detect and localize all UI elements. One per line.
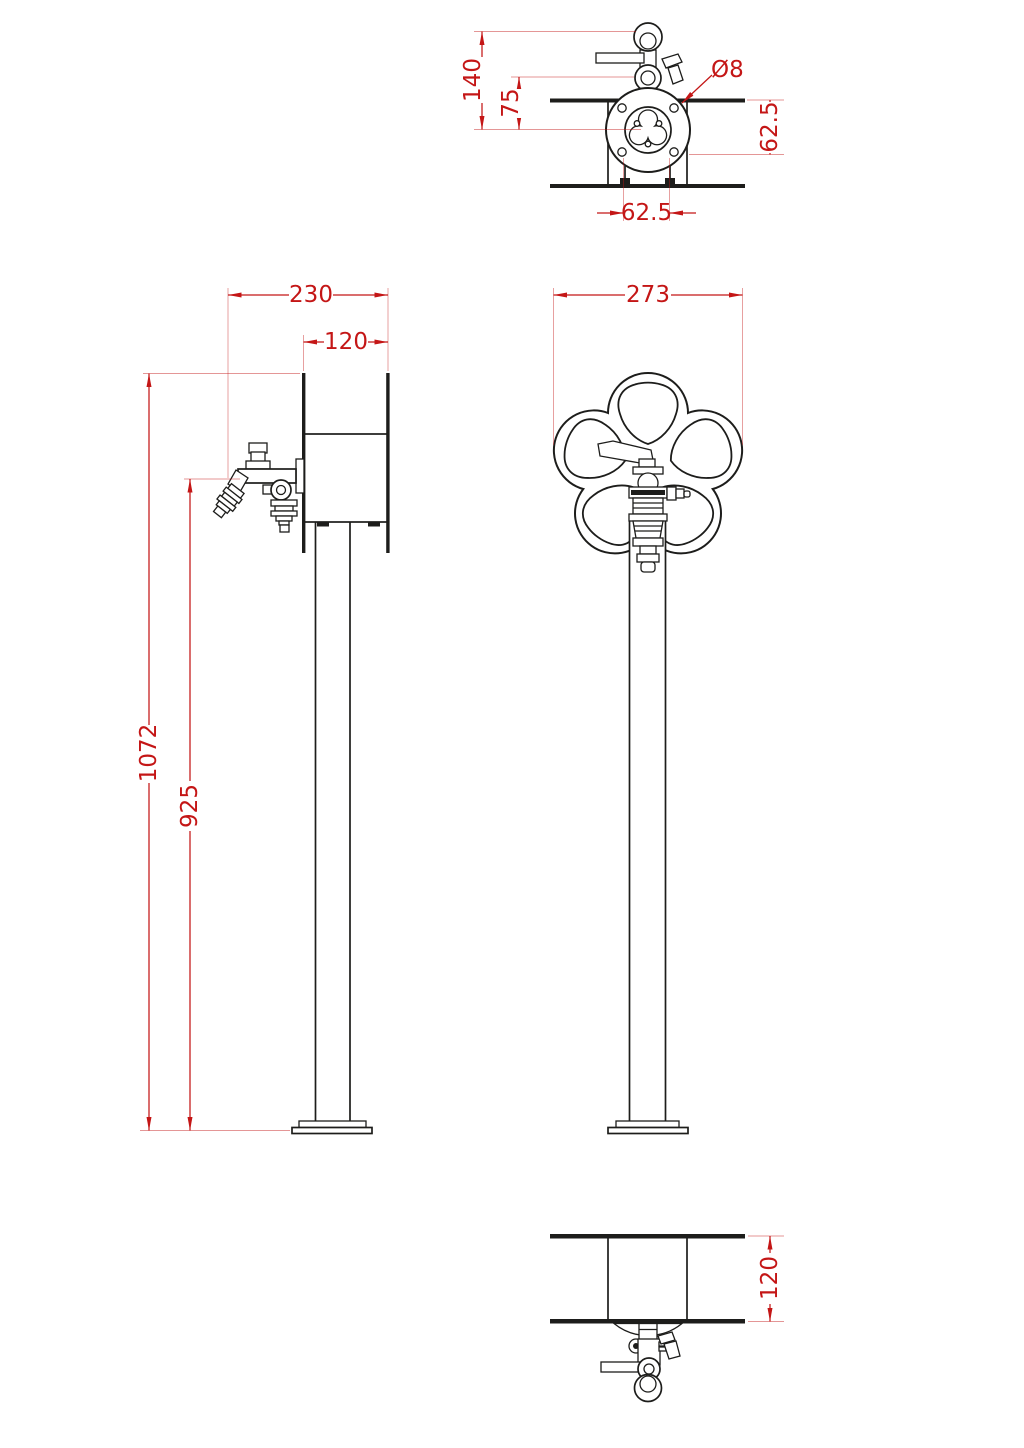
- bolt-hole: [670, 104, 678, 112]
- wing-handle: [662, 54, 682, 68]
- reel-plate-bottom: [550, 184, 745, 188]
- dim-label-925: 925: [177, 784, 203, 828]
- dim-label-1072: 1072: [136, 723, 162, 783]
- tap-bottom-view: [601, 1324, 682, 1402]
- quick-connector-tip: [637, 554, 659, 562]
- bolt-hole: [618, 148, 626, 156]
- side-view: [136, 282, 390, 1134]
- reel-disc-back: [386, 373, 389, 553]
- base-step: [299, 1121, 366, 1128]
- tap-side-view: [210, 443, 304, 532]
- dim-label-120-side: 120: [324, 329, 368, 355]
- dim-label-120-bottom: 120: [757, 1256, 783, 1300]
- tap-top-view: [596, 23, 683, 95]
- quick-connector-down: [271, 500, 297, 532]
- reel-drum: [303, 434, 388, 522]
- base-plate: [292, 1128, 372, 1134]
- dim-side-925: [177, 479, 240, 1131]
- bottom-view: [550, 1234, 784, 1402]
- dim-label-dia8: Ø8: [711, 57, 744, 83]
- dim-label-140: 140: [460, 58, 486, 102]
- dim-bottom-120: [748, 1236, 784, 1322]
- top-view: [460, 23, 784, 226]
- dim-top-hole-diameter: [682, 57, 744, 103]
- dim-label-62-5-right: 62.5: [757, 101, 783, 153]
- front-view: [554, 282, 743, 1134]
- tap-mount-plate: [296, 459, 304, 493]
- dim-label-62-5-bottom: 62.5: [620, 200, 673, 226]
- base-plate: [608, 1128, 688, 1134]
- dim-label-273: 273: [626, 282, 670, 308]
- tap-lever-handle: [596, 53, 644, 63]
- reel-plate-bottom: [550, 1319, 745, 1324]
- base-step: [616, 1121, 679, 1128]
- mounting-flange: [606, 88, 690, 172]
- bolt-hole: [618, 104, 626, 112]
- dim-top-62-5-right: [689, 100, 784, 155]
- dim-label-230: 230: [289, 282, 333, 308]
- reel-plate-top: [550, 1234, 745, 1239]
- dim-label-75: 75: [498, 88, 524, 118]
- bolt-hole: [670, 148, 678, 156]
- dim-side-120: [304, 329, 389, 371]
